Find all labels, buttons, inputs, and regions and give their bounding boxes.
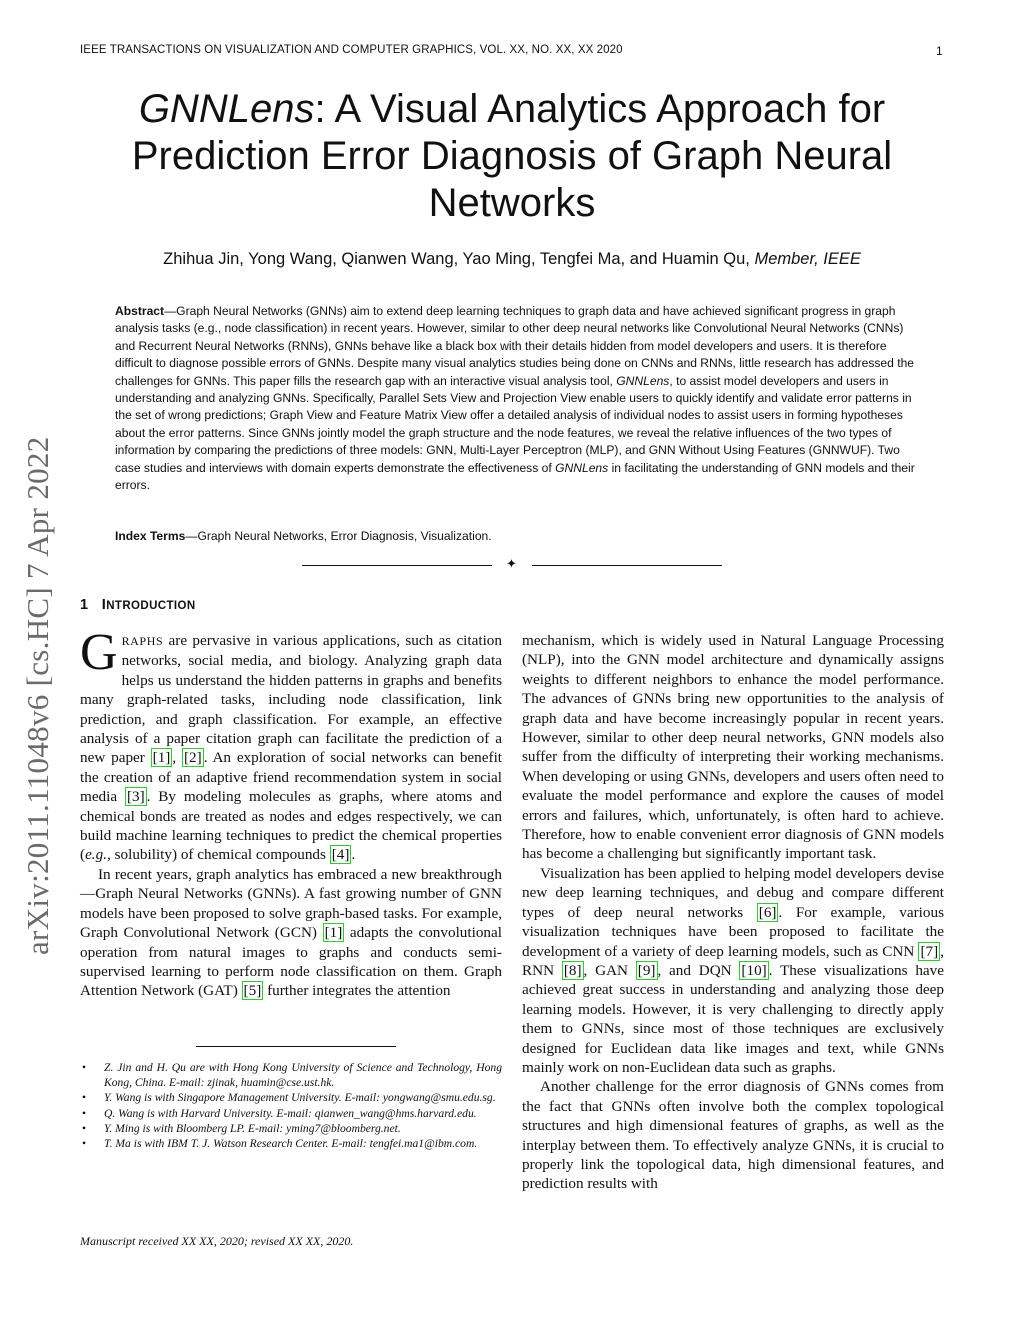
separator-line-left [302,565,492,566]
footnote-item [80,1090,502,1105]
separator-line-right [532,565,722,566]
paragraph-text: . An exploration of social networks can benefit the creation of an adaptive friend recommendation system in social media [80,749,503,806]
footnote-text: T. Ma is with IBM T. J. Watson Research Center. E-mail: tengfei.ma1@ibm.com. [104,1137,478,1151]
paragraph-text: adapts the convolutional operation from natural images to graphs and conducts semi-supervised learning to perform node classification on them. Graph Attention Network (GAT) [80,924,502,1000]
paper-title [100,86,924,227]
paragraph [80,624,503,865]
paragraph-text: , [172,749,182,767]
paragraph [522,631,944,864]
paragraph [80,865,502,1001]
paragraph-text: In recent years, graph analytics has embraced a new breakthrough—Graph Neural Networks (GNNs). A fast growing number of GNN models have been proposed to solve graph-based tasks. For example, Graph Convolutional Network (GCN) [80,865,502,942]
paragraph-text: further integrates the attention [263,982,451,1000]
index-terms-label: Index Terms [115,529,186,543]
bullet-icon: • [82,1091,87,1105]
paragraph-text: are pervasive in various applications, such as citation networks, social media, and biology. Analyzing graph data helps us understand the hidden patterns in graphs and benefits many graph-related tasks, including node classification, link prediction, and graph classification. For example, an effective analysis of a paper citation graph can facilitate the prediction of a new paper [80,632,502,767]
bullet-icon: • [82,1106,87,1120]
bullet-icon: • [82,1121,87,1135]
citation-link[interactable]: [1] [152,749,171,767]
paragraph-text-italic: e.g. [85,846,107,864]
citation-link[interactable]: [4] [331,846,350,864]
drop-cap: G [80,624,118,681]
body-column-right [522,631,944,1194]
title-line-1: : A Visual Analytics Approach for [314,87,886,131]
section-number: 1 [80,597,89,613]
author-membership: Member, IEEE [754,250,861,268]
footnote-text: Z. Jin and H. Qu are with Hong Kong University of Science and Technology, Hong Kong, China. E-mail: zjinak, huamin@cse.ust.hk. [104,1061,502,1090]
footnote-text: Y. Ming is with Bloomberg LP. E-mail: yming7@bloomberg.net. [104,1121,401,1135]
abstract-text-3: in facilitating the understanding of GNN models and their errors. [115,460,915,493]
abstract [115,303,915,494]
section-title-initial: I [101,597,107,613]
footnote-rule [196,1046,396,1047]
footnote-item [80,1136,502,1151]
paragraph-text: . These visualizations have achieved great success in understanding and analyzing those deep learning models. However, it is very challenging to directly apply them to GNNs, since most of those techniques are exclusively designed for Euclidean data like images and text, while GNNs mainly work on non-Euclidean data such as graphs. [522,961,944,1076]
citation-link[interactable]: [9] [637,961,656,979]
bullet-icon: • [82,1061,87,1074]
author-names: Zhihua Jin, Yong Wang, Qianwen Wang, Yao Ming, Tengfei Ma, and Huamin Qu, [163,250,750,268]
citation-link[interactable]: [7] [920,942,939,960]
paragraph-text: , solubility) of chemical compounds [107,846,330,864]
paragraph [522,864,944,1077]
title-tool-name: GNNLens [138,87,315,131]
running-head: IEEE TRANSACTIONS ON VISUALIZATION AND COMPUTER GRAPHICS, VOL. XX, NO. XX, XX 2020 [80,44,623,56]
paragraph-text: , GAN [583,961,636,979]
arxiv-identifier[interactable]: arXiv:2011.11048v6 [cs.HC] 7 Apr 2022 [20,436,55,955]
page-number: 1 [936,44,943,58]
abstract-text-1: —Graph Neural Networks (GNNs) aim to extend deep learning techniques to graph data and have achieved significant progress in graph analysis tasks (e.g., node classification) in recent years. However, similar to other deep neural networks like Convolutional Neural Networks (CNNs) and Recurrent Neural Networks (RNNs), GNNs behave like a black box with their details hidden from model developers and users. It is therefore difficult to diagnose possible errors of GNNs. Despite many visual analytics studies being done on CNNs and RNNs, little research has addressed the challenges for GNNs. This paper fills the research gap with an interactive visual analysis tool, [115,304,915,388]
paragraph-text: Another challenge for the error diagnosis of GNNs comes from the fact that GNNs often involve both the complex topological structures and high dimensional features of graphs, as well as the interplay between them. To effectively analyze GNNs, it is crucial to properly link the topological data, high dimensional features, and prediction results with [522,1078,944,1193]
body-column-left [80,624,503,1001]
author-list [80,250,944,269]
footnote-item [80,1060,502,1090]
paragraph-text: . For example, various visualization techniques have been proposed to facilitate the development of a variety of deep learning models, such as CNN [522,903,944,960]
index-terms-text: —Graph Neural Networks, Error Diagnosis, Visualization. [185,529,492,543]
paragraph-text: , RNN [522,942,944,979]
abstract-label: Abstract [115,304,165,318]
citation-link[interactable]: [10] [741,961,767,979]
footnotes [80,1060,502,1151]
footnote-text: Q. Wang is with Harvard University. E-mail: qianwen_wang@hms.harvard.edu. [104,1106,477,1120]
footnote-text: Y. Wang is with Singapore Management University. E-mail: yongwang@smu.edu.sg. [104,1091,496,1105]
section-heading-introduction [80,597,196,613]
abstract-tool-name: GNNLens [616,373,670,388]
citation-link[interactable]: [2] [183,749,202,767]
citation-link[interactable]: [5] [243,982,262,1000]
paragraph-text: Visualization has been applied to helping model developers devise new deep learning techniques, and debug and compare different types of deep neural networks [522,864,944,921]
citation-link[interactable]: [6] [758,903,777,921]
footnote-item [80,1121,502,1136]
separator-diamond-icon: ✦ [506,556,517,571]
section-title-rest: NTRODUCTION [106,600,196,612]
citation-link[interactable]: [3] [126,788,145,806]
citation-link[interactable]: [1] [324,924,343,942]
title-line-2: Prediction Error Diagnosis of Graph Neural [131,134,893,178]
smallcaps-text: RAPHS [121,634,164,648]
index-terms [115,529,915,543]
bullet-icon: • [82,1137,87,1151]
paragraph-text: , and DQN [657,961,740,979]
citation-link[interactable]: [8] [563,961,582,979]
footnote-item [80,1106,502,1121]
abstract-tool-name-2: GNNLens [555,460,609,475]
paragraph [522,1077,944,1193]
abstract-text-2: , to assist model developers and users in understanding and analyzing GNNs. Specifically, Parallel Sets View and Projection View enable users to quickly identify and validate error patterns in the set of wrong predictions; Graph View and Feature Matrix View offer a detailed analysis of individual nodes to assist users in forming hypotheses about the error patterns. Since GNNs jointly model the graph structure and the node features, we reveal the relative influences of the two types of information by comparing the predictions of three models: GNN, Multi-Layer Perceptron (MLP), and GNN Without Using Features (GNNWUF). Two case studies and interviews with domain experts demonstrate the effectiveness of [115,373,912,475]
paragraph-text: . By modeling molecules as graphs, where atoms and chemical bonds are treated as nodes and edges respectively, we can build machine learning techniques to predict the chemical properties ( [80,788,502,864]
paragraph-text: . [351,846,356,864]
paragraph-text: mechanism, which is widely used in Natural Language Processing (NLP), into the GNN model architecture and dynamically assigns weights to different neighbors to enhance the model performance. The advances of GNNs bring new opportunities to the analysis of graph data and have become increasingly popular in recent years. However, similar to other deep neural networks, GNN models also suffer from the difficulty of interpreting their working mechanisms. When developing or using GNNs, developers and users often need to evaluate the model performance and explore the causes of model errors and failures, which, unfortunately, is often hard to achieve. Therefore, how to enable convenient error diagnosis of GNN models has become a challenging but significantly important task. [522,632,944,863]
title-line-3: Networks [428,181,596,225]
manuscript-note: Manuscript received XX XX, 2020; revised XX XX, 2020. [80,1234,354,1248]
